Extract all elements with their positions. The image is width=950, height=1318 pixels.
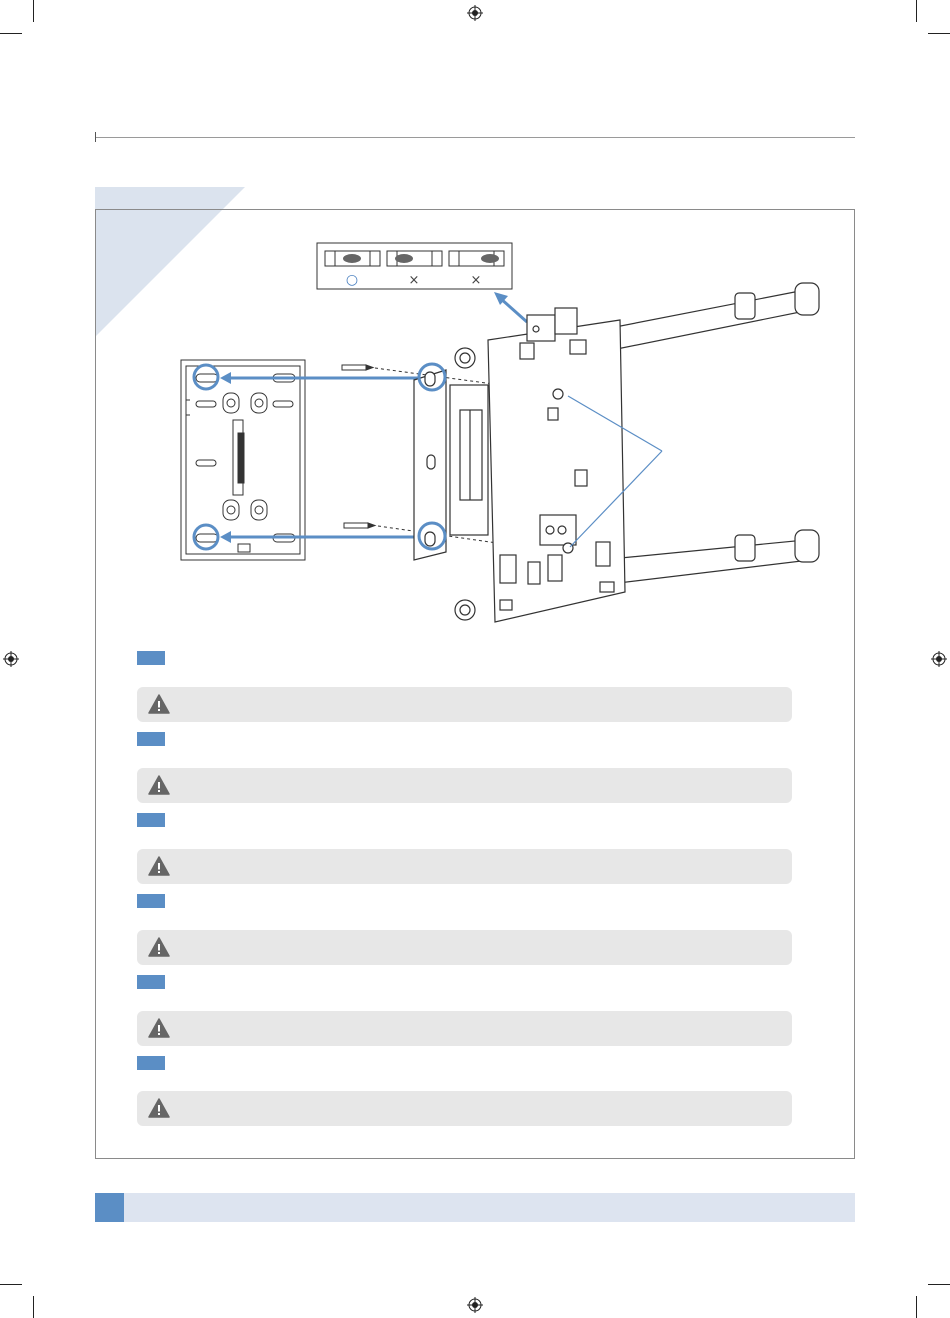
registration-mark-right-icon: [931, 651, 947, 667]
step-1-marker: [137, 651, 165, 665]
installation-illustration: [175, 240, 835, 630]
registration-mark-bottom-icon: [467, 1297, 483, 1313]
step-4-marker: [137, 894, 165, 908]
crop-mark-top-left-v: [33, 0, 34, 22]
warning-triangle-icon: [148, 1018, 170, 1038]
header-rule-tick: [95, 132, 96, 142]
warning-box-1: [137, 687, 792, 722]
warning-triangle-icon: [148, 1098, 170, 1118]
warning-box-4: [137, 930, 792, 965]
registration-mark-top-icon: [467, 5, 483, 21]
warning-triangle-icon: [148, 694, 170, 714]
crop-mark-bottom-right-h: [928, 1284, 950, 1285]
warning-triangle-icon: [148, 856, 170, 876]
wall-template: [181, 360, 305, 560]
warning-triangle-icon: [148, 775, 170, 795]
step-3-marker: [137, 813, 165, 827]
level-mark-correct: ○: [345, 272, 359, 288]
footer-page-tab: [95, 1193, 124, 1222]
step-2-marker: [137, 732, 165, 746]
wall-mount-bracket: [414, 283, 819, 622]
warning-box-6: [137, 1091, 792, 1126]
crop-mark-bottom-right-v: [916, 1296, 917, 1318]
level-mark-wrong-1: ×: [408, 273, 420, 288]
step-6-marker: [137, 1056, 165, 1070]
crop-mark-bottom-left-h: [0, 1284, 22, 1285]
header-rule: [95, 137, 855, 138]
warning-box-3: [137, 849, 792, 884]
crop-mark-bottom-left-v: [33, 1296, 34, 1318]
warning-triangle-icon: [148, 937, 170, 957]
crop-mark-top-right-h: [928, 33, 950, 34]
crop-mark-top-left-h: [0, 33, 22, 34]
warning-box-5: [137, 1011, 792, 1046]
registration-mark-left-icon: [3, 651, 19, 667]
level-mark-wrong-2: ×: [470, 273, 482, 288]
step-5-marker: [137, 975, 165, 989]
footer-bar: [95, 1193, 855, 1222]
crop-mark-top-right-v: [916, 0, 917, 22]
warning-box-2: [137, 768, 792, 803]
